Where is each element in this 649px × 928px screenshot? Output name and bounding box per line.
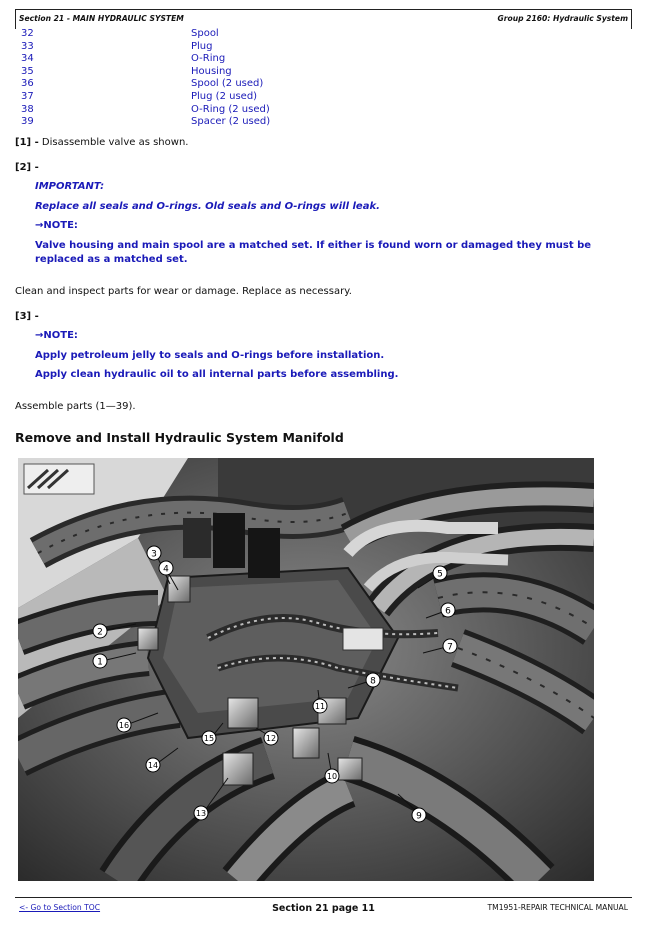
svg-text:1: 1 <box>97 657 103 668</box>
svg-text:5: 5 <box>437 569 443 580</box>
part-number: 37 <box>21 90 34 102</box>
page-footer <box>15 897 632 921</box>
list-item <box>21 41 341 54</box>
part-description: Plug <box>191 40 213 52</box>
important-label: IMPORTANT: <box>35 181 105 192</box>
svg-text:16: 16 <box>118 721 130 730</box>
callout-5 <box>433 566 447 580</box>
list-item <box>21 66 341 79</box>
svg-text:13: 13 <box>195 809 207 818</box>
step-marker: [1] - <box>15 137 39 148</box>
svg-text:8: 8 <box>370 676 376 687</box>
header-group: Group 2160: Hydraulic System <box>497 14 628 23</box>
callout-12 <box>264 731 278 745</box>
svg-text:9: 9 <box>416 811 422 822</box>
part-description: Spool (2 used) <box>191 78 264 90</box>
page-header <box>15 9 632 29</box>
section-toc-link[interactable]: <- Go to Section TOC <box>19 903 101 912</box>
part-description: Plug (2 used) <box>191 90 258 102</box>
svg-text:4: 4 <box>163 564 169 575</box>
section-title: Remove and Install Hydraulic System Manifold <box>15 430 344 445</box>
callout-15 <box>202 731 216 745</box>
part-number: 35 <box>21 65 34 77</box>
svg-text:10: 10 <box>326 772 338 781</box>
manual-title: TM1951-REPAIR TECHNICAL MANUAL <box>487 903 628 912</box>
part-number: 34 <box>21 53 34 65</box>
callout-11 <box>313 699 327 713</box>
callout-8 <box>366 673 380 687</box>
part-description: O-Ring <box>191 53 226 65</box>
note-heading <box>35 330 78 341</box>
callout-7 <box>443 639 457 653</box>
note-text-line-2: replaced as a matched set. <box>35 254 188 265</box>
part-number: 38 <box>21 103 34 115</box>
callout-4 <box>159 561 173 575</box>
header-section: Section 21 - MAIN HYDRAULIC SYSTEM <box>19 14 184 23</box>
clean-text: Clean and inspect parts for wear or damage. Replace as necessary. <box>15 286 352 297</box>
callout-14 <box>146 758 160 772</box>
arrow-icon: → <box>35 330 44 341</box>
callout-16 <box>117 718 131 732</box>
callout-2 <box>93 624 107 638</box>
note-text-line-1: Valve housing and main spool are a matched set. If either is found worn or damaged they must be <box>35 240 592 251</box>
note-heading <box>35 220 78 231</box>
note-label: NOTE: <box>43 220 78 231</box>
callout-13 <box>194 806 208 820</box>
manifold-photo <box>18 458 594 881</box>
note-text-1: Apply petroleum jelly to seals and O-rings before installation. <box>35 350 385 361</box>
svg-text:7: 7 <box>447 642 453 653</box>
manifold-photo-svg <box>18 458 594 881</box>
callout-1 <box>93 654 107 668</box>
note-label: NOTE: <box>43 330 78 341</box>
svg-text:15: 15 <box>203 734 215 743</box>
list-item <box>21 91 341 104</box>
arrow-icon: → <box>35 220 44 231</box>
list-item <box>21 104 341 117</box>
callout-6 <box>441 603 455 617</box>
step-text: Disassemble valve as shown. <box>41 137 189 148</box>
step-1 <box>15 137 188 148</box>
svg-text:12: 12 <box>265 734 277 743</box>
step-3-marker: [3] - <box>15 311 39 322</box>
svg-text:2: 2 <box>97 627 103 638</box>
part-number: 32 <box>21 28 34 39</box>
list-item <box>21 78 341 91</box>
list-item <box>21 28 341 41</box>
svg-text:11: 11 <box>314 702 326 711</box>
callout-3 <box>147 546 161 560</box>
part-description: O-Ring (2 used) <box>191 103 270 115</box>
part-description: Spool <box>191 28 219 39</box>
part-description: Spacer (2 used) <box>191 116 271 128</box>
part-number: 33 <box>21 40 34 52</box>
svg-text:3: 3 <box>151 549 157 560</box>
list-item <box>21 53 341 66</box>
assemble-text: Assemble parts (1—39). <box>15 401 136 412</box>
part-description: Housing <box>191 65 232 77</box>
svg-text:14: 14 <box>147 761 159 770</box>
step-2-marker: [2] - <box>15 162 39 173</box>
part-number: 39 <box>21 116 34 128</box>
svg-text:6: 6 <box>445 606 451 617</box>
list-item <box>21 116 341 129</box>
page-number: Section 21 page 11 <box>272 903 375 914</box>
part-number: 36 <box>21 78 34 90</box>
callout-10 <box>325 769 339 783</box>
parts-list <box>21 28 341 129</box>
note-text-2: Apply clean hydraulic oil to all internal parts before assembling. <box>35 369 399 380</box>
callout-9 <box>412 808 426 822</box>
important-text: Replace all seals and O-rings. Old seals and O-rings will leak. <box>35 201 380 212</box>
